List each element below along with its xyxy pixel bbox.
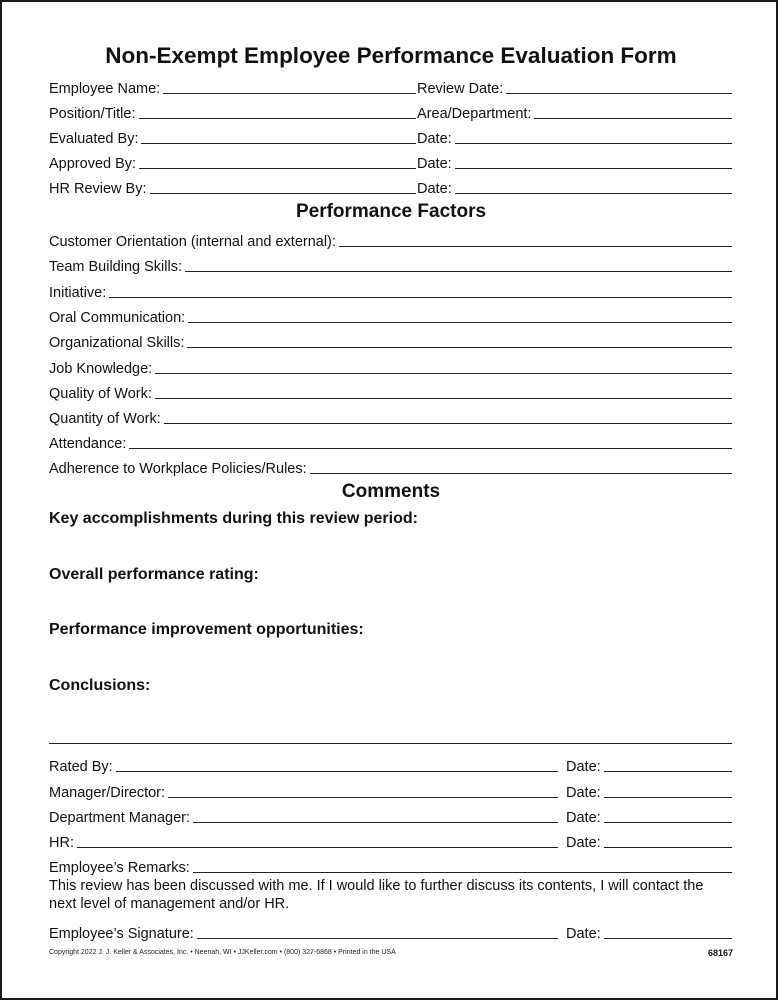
factor-line[interactable]: [164, 423, 732, 424]
signature-date-line[interactable]: [604, 938, 732, 939]
factor-label: Quality of Work:: [49, 386, 152, 402]
form-title: Non-Exempt Employee Performance Evaluation Form: [105, 43, 677, 68]
manager-date-line[interactable]: [604, 797, 732, 798]
evaluated-date-field[interactable]: [417, 128, 732, 148]
hr-review-date-line[interactable]: [455, 193, 732, 194]
factor-label: Attendance:: [49, 436, 127, 452]
factor-line[interactable]: [109, 297, 732, 298]
comments-heading: Comments: [341, 481, 441, 502]
factor-label: Customer Orientation (internal and external):: [49, 234, 336, 250]
area-department-line[interactable]: [534, 118, 732, 119]
position-title-label: Position/Title:: [49, 106, 136, 122]
employee-signature-label: Employee’s Signature:: [49, 926, 194, 942]
hr-field[interactable]: [49, 832, 558, 852]
employee-signature-line[interactable]: [197, 938, 558, 939]
factor-quantity-of-work[interactable]: [49, 408, 732, 428]
factor-line[interactable]: [185, 271, 732, 272]
hr-line[interactable]: [77, 847, 558, 848]
department-date-label: Date:: [566, 810, 601, 826]
position-title-line[interactable]: [139, 118, 417, 119]
hr-review-by-line[interactable]: [150, 193, 417, 194]
rated-by-field[interactable]: [49, 756, 558, 776]
approved-by-line[interactable]: [139, 168, 416, 169]
hr-date-line[interactable]: [604, 847, 732, 848]
conclusions-line[interactable]: [49, 743, 732, 744]
manager-date-label: Date:: [566, 785, 601, 801]
copyright-text: Copyright 2022 J. J. Keller & Associates, Inc. • Neenah, WI • JJKeller.com • (800) 327-6868 • Printed in the USA: [49, 949, 396, 956]
factor-job-knowledge[interactable]: [49, 358, 732, 378]
acknowledgement-statement: This review has been discussed with me. If I would like to further discuss its contents, I will contact the next level of management and/or HR.: [49, 878, 704, 912]
approved-by-label: Approved By:: [49, 156, 137, 172]
department-date-field[interactable]: [566, 807, 732, 827]
employee-name-line[interactable]: [163, 93, 416, 94]
hr-date-label: Date:: [566, 835, 601, 851]
performance-factors-heading: Performance Factors: [295, 201, 487, 222]
evaluated-by-line[interactable]: [141, 143, 416, 144]
factor-label: Job Knowledge:: [49, 361, 153, 377]
factor-attendance[interactable]: [49, 433, 732, 453]
hr-review-by-field[interactable]: [49, 178, 416, 198]
approved-date-field[interactable]: [417, 153, 732, 173]
rated-date-field[interactable]: [566, 756, 732, 776]
review-date-label: Review Date:: [417, 81, 504, 97]
area-department-label: Area/Department:: [417, 106, 532, 122]
rated-date-label: Date:: [566, 759, 601, 775]
hr-review-date-field[interactable]: [417, 178, 732, 198]
factor-line[interactable]: [188, 322, 732, 323]
employee-remarks-field[interactable]: [49, 857, 732, 877]
overall-rating-heading: Overall performance rating:: [49, 566, 259, 583]
hr-review-date-label: Date:: [417, 181, 452, 197]
department-date-line[interactable]: [604, 822, 732, 823]
approved-by-field[interactable]: [49, 153, 416, 173]
factor-customer-orientation[interactable]: [49, 231, 732, 251]
factor-line[interactable]: [129, 448, 732, 449]
manager-director-label: Manager/Director:: [49, 785, 166, 801]
evaluated-by-label: Evaluated By:: [49, 131, 139, 147]
employee-remarks-line[interactable]: [193, 872, 732, 873]
factor-line[interactable]: [310, 473, 732, 474]
factor-initiative[interactable]: [49, 282, 732, 302]
department-manager-field[interactable]: [49, 807, 558, 827]
employee-name-field[interactable]: [49, 78, 416, 98]
key-accomplishments-heading: Key accomplishments during this review period:: [49, 510, 418, 527]
form-number: 68167: [707, 948, 733, 958]
factor-adherence-policies[interactable]: [49, 458, 732, 478]
manager-date-field[interactable]: [566, 782, 732, 802]
factor-oral-communication[interactable]: [49, 307, 732, 327]
improvement-opportunities-heading: Performance improvement opportunities:: [49, 621, 364, 638]
factor-quality-of-work[interactable]: [49, 383, 732, 403]
signature-date-field[interactable]: [566, 923, 732, 943]
factor-label: Quantity of Work:: [49, 411, 161, 427]
area-department-field[interactable]: [417, 103, 732, 123]
manager-director-line[interactable]: [168, 797, 558, 798]
employee-name-label: Employee Name:: [49, 81, 161, 97]
evaluated-by-field[interactable]: [49, 128, 416, 148]
manager-director-field[interactable]: [49, 782, 558, 802]
factor-team-building[interactable]: [49, 256, 732, 276]
position-title-field[interactable]: [49, 103, 416, 123]
rated-date-line[interactable]: [604, 771, 732, 772]
factor-line[interactable]: [339, 246, 732, 247]
department-manager-label: Department Manager:: [49, 810, 191, 826]
evaluated-date-label: Date:: [417, 131, 452, 147]
factor-line[interactable]: [155, 373, 732, 374]
hr-date-field[interactable]: [566, 832, 732, 852]
factor-label: Adherence to Workplace Policies/Rules:: [49, 461, 307, 477]
approved-date-line[interactable]: [455, 168, 732, 169]
approved-date-label: Date:: [417, 156, 452, 172]
factor-line[interactable]: [187, 347, 732, 348]
evaluated-date-line[interactable]: [455, 143, 732, 144]
department-manager-line[interactable]: [193, 822, 558, 823]
employee-signature-field[interactable]: [49, 923, 558, 943]
hr-review-by-label: HR Review By:: [49, 181, 147, 197]
employee-remarks-label: Employee’s Remarks:: [49, 860, 190, 876]
factor-label: Team Building Skills:: [49, 259, 182, 275]
signature-date-label: Date:: [566, 926, 601, 942]
rated-by-line[interactable]: [116, 771, 558, 772]
hr-label: HR:: [49, 835, 74, 851]
factor-label: Initiative:: [49, 285, 107, 301]
review-date-field[interactable]: [417, 78, 732, 98]
factor-line[interactable]: [155, 398, 732, 399]
factor-organizational-skills[interactable]: [49, 332, 732, 352]
review-date-line[interactable]: [506, 93, 732, 94]
conclusions-heading: Conclusions:: [49, 677, 151, 694]
factor-label: Organizational Skills:: [49, 335, 185, 351]
rated-by-label: Rated By:: [49, 759, 113, 775]
factor-label: Oral Communication:: [49, 310, 186, 326]
